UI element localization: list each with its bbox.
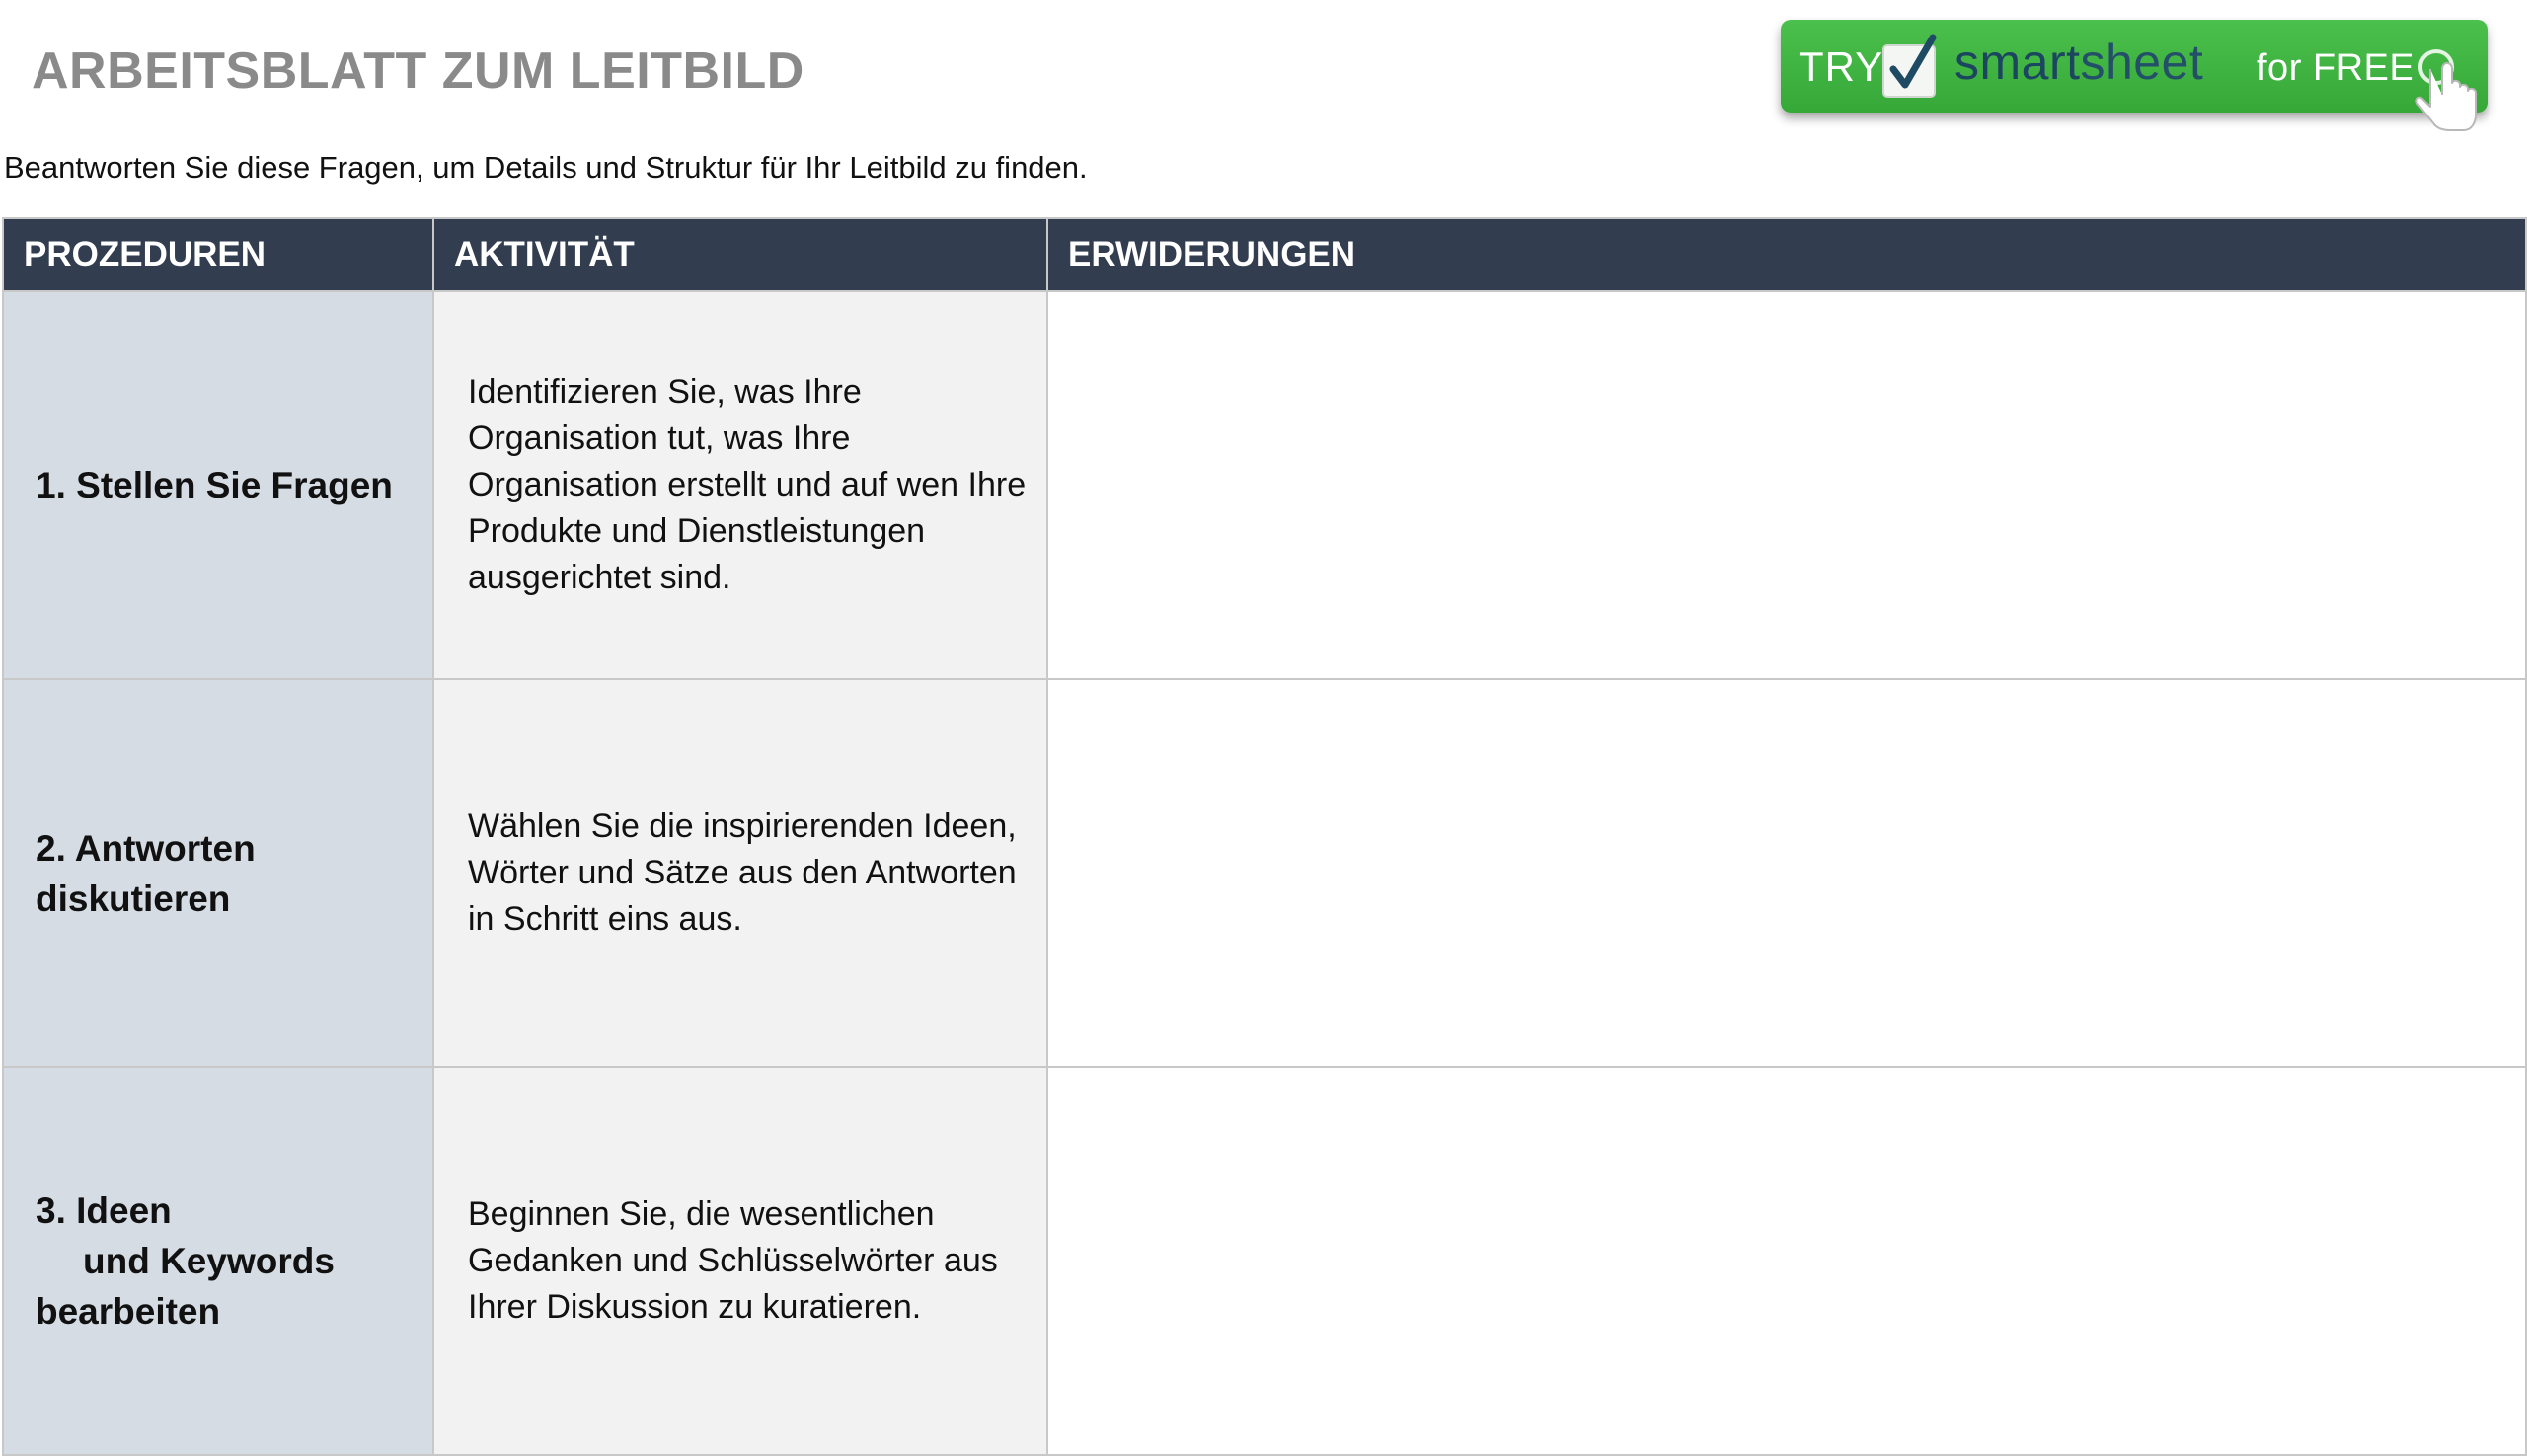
table-row [3,291,2526,679]
page-title: ARBEITSBLATT ZUM LEITBILD [32,42,804,100]
table-row [3,679,2526,1067]
banner-brand [1954,34,2203,91]
column-header-responses: ERWIDERUNGEN [1047,218,2526,291]
try-smartsheet-banner[interactable] [1781,20,2488,113]
procedure-cell [3,291,433,679]
procedure-label: bearbeiten [36,1291,221,1332]
procedure-label: 1. Stellen Sie Fragen [36,465,393,505]
response-cell[interactable] [1047,679,2526,1067]
activity-cell: Identifizieren Sie, was Ihre Organisation tut, was Ihre Organisation erstellt und auf wen Ihre Produkte und Dienstleistungen ausgerichtet sind. [433,291,1047,679]
banner-for-free-label: for FREE [2257,47,2415,89]
procedure-label: und Keywords [83,1241,335,1281]
procedure-label: diskutieren [36,878,231,919]
banner-brand-smart: smart [1954,35,2081,90]
procedure-label: 2. Antworten [36,827,256,869]
activity-cell: Wählen Sie die inspirierenden Ideen, Wörter und Sätze aus den Antworten in Schritt eins aus. [433,679,1047,1067]
procedure-cell [3,679,433,1067]
worksheet-table [2,217,2527,1456]
page-subtitle: Beantworten Sie diese Fragen, um Details und Struktur für Ihr Leitbild zu finden. [4,150,1088,185]
procedure-cell [3,1067,433,1455]
banner-try-label: TRY [1799,43,1884,90]
activity-cell: Beginnen Sie, die wesentlichen Gedanken und Schlüsselwörter aus Ihrer Diskussion zu kuratieren. [433,1067,1047,1455]
column-header-procedures: PROZEDUREN [3,218,433,291]
procedure-label: 3. Ideen [36,1190,172,1231]
banner-brand-sheet: sheet [2080,35,2204,90]
table-row [3,1067,2526,1455]
response-cell[interactable] [1047,291,2526,679]
response-cell[interactable] [1047,1067,2526,1455]
table-header-row [3,218,2526,291]
pointer-hand-icon [2414,45,2478,132]
column-header-activity: AKTIVITÄT [433,218,1047,291]
checkmark-icon [1881,34,1941,99]
